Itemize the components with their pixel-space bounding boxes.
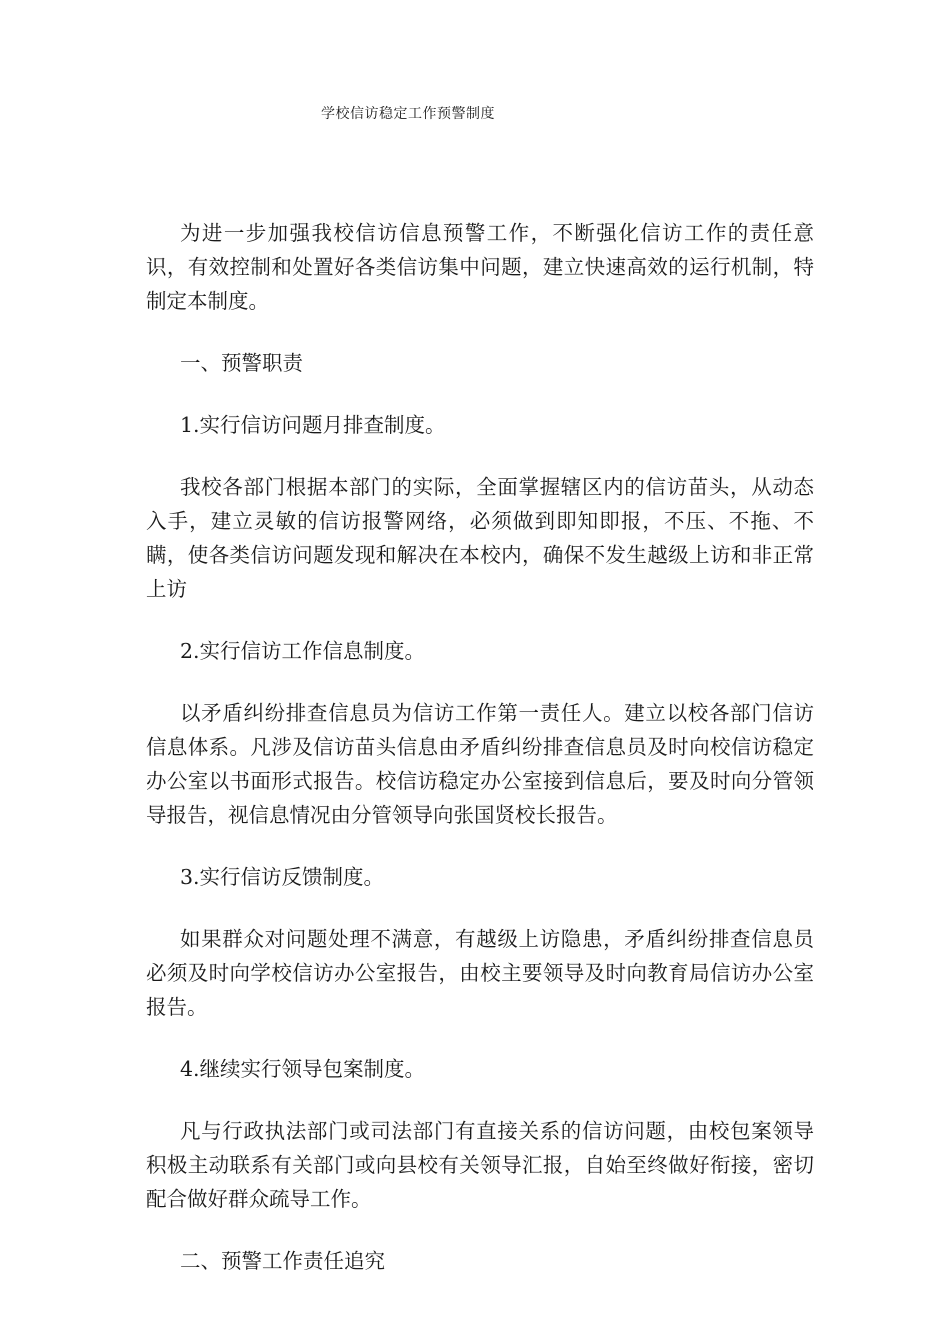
item-heading-4: 4.继续实行领导包案制度。 [180, 1057, 426, 1081]
section-heading-warning-duties: 一、预警职责 [180, 351, 303, 375]
intro-paragraph: 为进一步加强我校信访信息预警工作，不断强化信访工作的责任意识，有效控制和处置好各类信访集中问题，建立快速高效的运行机制，特制定本制度。 [146, 221, 814, 313]
item-paragraph-1: 我校各部门根据本部门的实际，全面掌握辖区内的信访苗头，从动态入手，建立灵敏的信访报警网络，必须做到即知即报，不压、不拖、不瞒，使各类信访问题发现和解决在本校内，确保不发生越级上访和非正常上访 [146, 475, 814, 601]
item-paragraph-2: 以矛盾纠纷排查信息员为信访工作第一责任人。建立以校各部门信访信息体系。凡涉及信访苗头信息由矛盾纠纷排查信息员及时向校信访稳定办公室以书面形式报告。校信访稳定办公室接到信息后，要及时向分管领导报告，视信息情况由分管领导向张国贤校长报告。 [146, 701, 814, 827]
item-paragraph-4: 凡与行政执法部门或司法部门有直接关系的信访问题，由校包案领导积极主动联系有关部门或向县校有关领导汇报，自始至终做好衔接，密切配合做好群众疏导工作。 [146, 1119, 814, 1211]
item-heading-1: 1.实行信访问题月排查制度。 [180, 413, 446, 437]
item-heading-2: 2.实行信访工作信息制度。 [180, 639, 426, 663]
document-body [146, 216, 814, 1306]
item-paragraph-3: 如果群众对问题处理不满意，有越级上访隐患，矛盾纠纷排查信息员必须及时向学校信访办公室报告，由校主要领导及时向教育局信访办公室报告。 [146, 927, 814, 1019]
section-heading-accountability: 二、预警工作责任追究 [180, 1249, 385, 1273]
item-heading-3: 3.实行信访反馈制度。 [180, 865, 385, 889]
document-title: 学校信访稳定工作预警制度 [321, 106, 495, 122]
